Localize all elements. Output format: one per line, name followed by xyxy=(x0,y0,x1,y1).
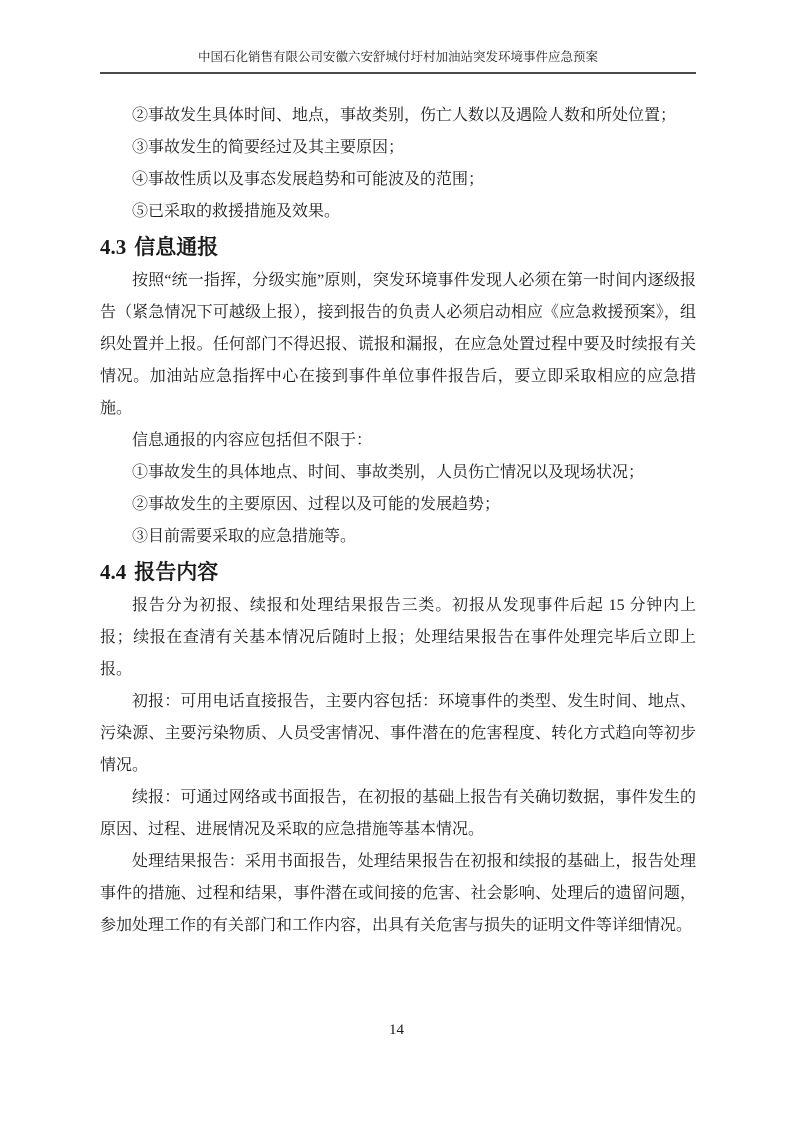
section-title: 信息通报 xyxy=(134,236,219,259)
page-number: 14 xyxy=(389,1022,404,1038)
paragraph: 按照“统一指挥，分级实施”原则，突发环境事件发现人必须在第一时间内逐级报告（紧急情况下可越级上报），接到报告的负责人必须启动相应《应急救援预案》，组织处置并上报。任何部门不得迟报、谎报和漏报，在应急处置过程中要及时续报有关情况。加油站应急指挥中心在接到事件单位事件报告后，要立即采取相应的应急措施。 xyxy=(100,272,696,417)
section-number: 4.4 xyxy=(100,560,127,584)
paragraph: 信息通报的内容应包括但不限于： xyxy=(132,432,373,449)
paragraph: 报告分为初报、续报和处理结果报告三类。初报从发现事件后起 15 分钟内上报；续报在查清有关基本情况后随时上报；处理结果报告在事件处理完毕后立即上报。 xyxy=(100,597,696,678)
list-item: ①事故发生的具体地点、时间、事故类别，人员伤亡情况以及现场状况； xyxy=(132,464,645,481)
list-item: ②事故发生具体时间、地点，事故类别，伤亡人数以及遇险人数和所处位置； xyxy=(132,107,677,124)
section-heading-4-3 xyxy=(100,234,696,261)
section-title: 报告内容 xyxy=(134,561,219,584)
list-item: ④事故性质以及事态发展趋势和可能波及的范围； xyxy=(132,171,485,188)
page-header xyxy=(100,48,696,74)
list-item: ②事故发生的主要原因、过程以及可能的发展趋势； xyxy=(132,496,501,513)
paragraph: 初报：可用电话直接报告，主要内容包括：环境事件的类型、发生时间、地点、污染源、主要污染物质、人员受害情况、事件潜在的危害程度、转化方式趋向等初步情况。 xyxy=(100,693,696,774)
list-item: ⑤已采取的救援措施及效果。 xyxy=(132,203,341,220)
header-title: 中国石化销售有限公司安徽六安舒城付圩村加油站突发环境事件应急预案 xyxy=(197,50,598,64)
list-item: ③目前需要采取的应急措施等。 xyxy=(132,528,357,545)
paragraph: 续报：可通过网络或书面报告，在初报的基础上报告有关确切数据，事件发生的原因、过程、进展情况及采取的应急措施等基本情况。 xyxy=(100,789,696,838)
list-item: ③事故发生的简要经过及其主要原因； xyxy=(132,139,405,156)
section-heading-4-4 xyxy=(100,559,696,586)
document-body xyxy=(100,100,696,942)
section-number: 4.3 xyxy=(100,235,127,259)
paragraph: 处理结果报告：采用书面报告，处理结果报告在初报和续报的基础上，报告处理事件的措施、过程和结果，事件潜在或间接的危害、社会影响、处理后的遗留问题，参加处理工作的有关部门和工作内容，出具有关危害与损失的证明文件等详细情况。 xyxy=(100,853,696,934)
